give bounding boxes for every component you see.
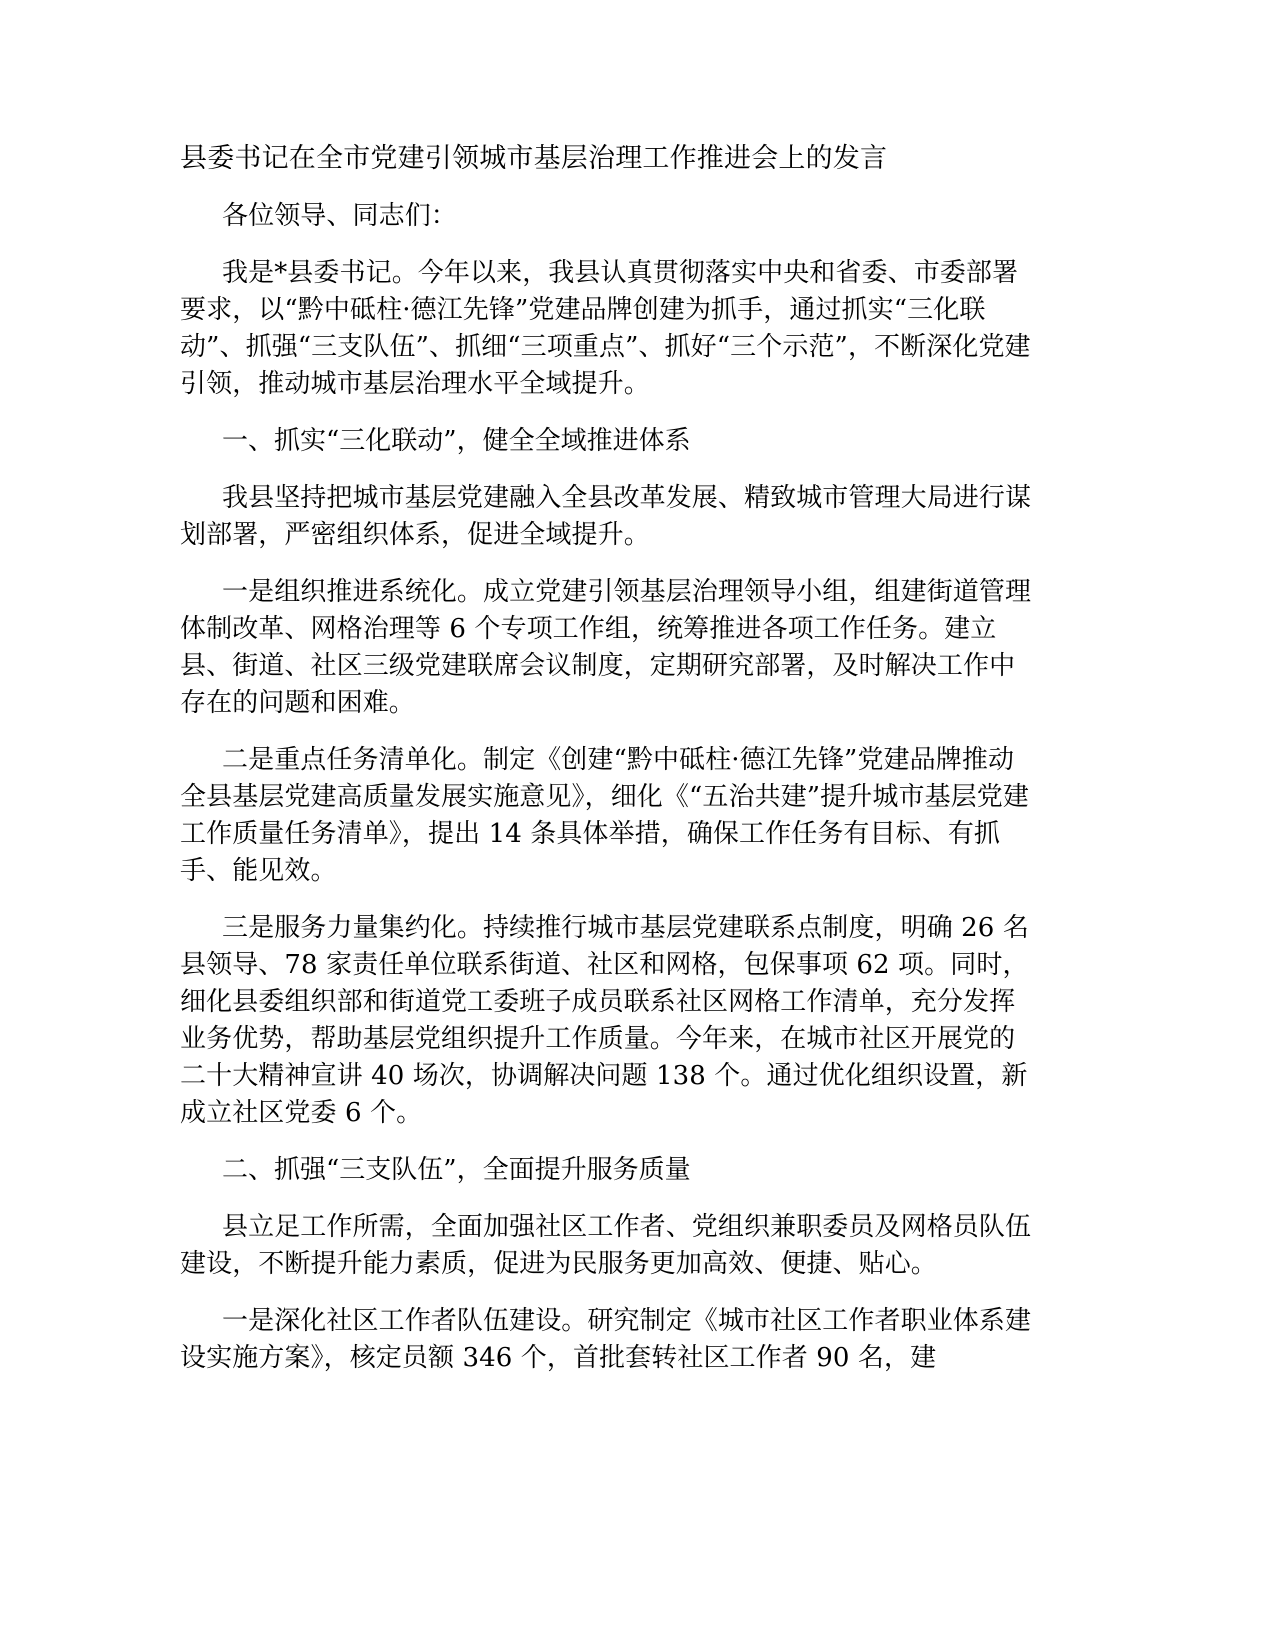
section-1-item-3: 三是服务力量集约化。持续推行城市基层党建联系点制度，明确 26 名县领导、78 家责任单位联系街道、社区和网格，包保事项 62 项。同时，细化县委组织部和街道党工委班子成员联系社区网格工作清单，充分发挥业务优势，帮助基层党组织提升工作质量。今年来，在城市社区开展党的二十大精神宣讲 40 场次，协调解决问题 138 个。通过优化组织设置，新成立社区党委 6 个。 xyxy=(180,913,1029,1128)
intro-paragraph: 我是*县委书记。今年以来，我县认真贯彻落实中央和省委、市委部署要求，以“黔中砥柱·德江先锋”党建品牌创建为抓手，通过抓实“三化联动”、抓强“三支队伍”、抓细“三项重点”、抓好“三个示范”，不断深化党建引领，推动城市基层治理水平全域提升。 xyxy=(180,258,1031,399)
section-1-heading: 一、抓实“三化联动”，健全全域推进体系 xyxy=(222,426,691,456)
salutation: 各位领导、同志们： xyxy=(222,201,457,231)
document-body xyxy=(180,140,1040,1397)
section-1-item-1: 一是组织推进系统化。成立党建引领基层治理领导小组，组建街道管理体制改革、网格治理等 6 个专项工作组，统筹推进各项工作任务。建立县、街道、社区三级党建联席会议制度，定期研究部署，及时解决工作中存在的问题和困难。 xyxy=(180,577,1032,718)
section-1-lead: 我县坚持把城市基层党建融入全县改革发展、精致城市管理大局进行谋划部署，严密组织体系，促进全域提升。 xyxy=(180,483,1032,550)
document-title: 县委书记在全市党建引领城市基层治理工作推进会上的发言 xyxy=(180,143,888,174)
section-2-heading: 二、抓强“三支队伍”，全面提升服务质量 xyxy=(222,1155,691,1185)
section-2-item-1: 一是深化社区工作者队伍建设。研究制定《城市社区工作者职业体系建设实施方案》，核定员额 346 个，首批套转社区工作者 90 名，建 xyxy=(180,1306,1032,1373)
section-1-item-2: 二是重点任务清单化。制定《创建“黔中砥柱·德江先锋”党建品牌推动全县基层党建高质量发展实施意见》，细化《“五治共建”提升城市基层党建工作质量任务清单》，提出 14 条具体举措，确保工作任务有目标、有抓手、能见效。 xyxy=(180,745,1029,886)
section-2-lead: 县立足工作所需，全面加强社区工作者、党组织兼职委员及网格员队伍建设，不断提升能力素质，促进为民服务更加高效、便捷、贴心。 xyxy=(180,1212,1032,1279)
